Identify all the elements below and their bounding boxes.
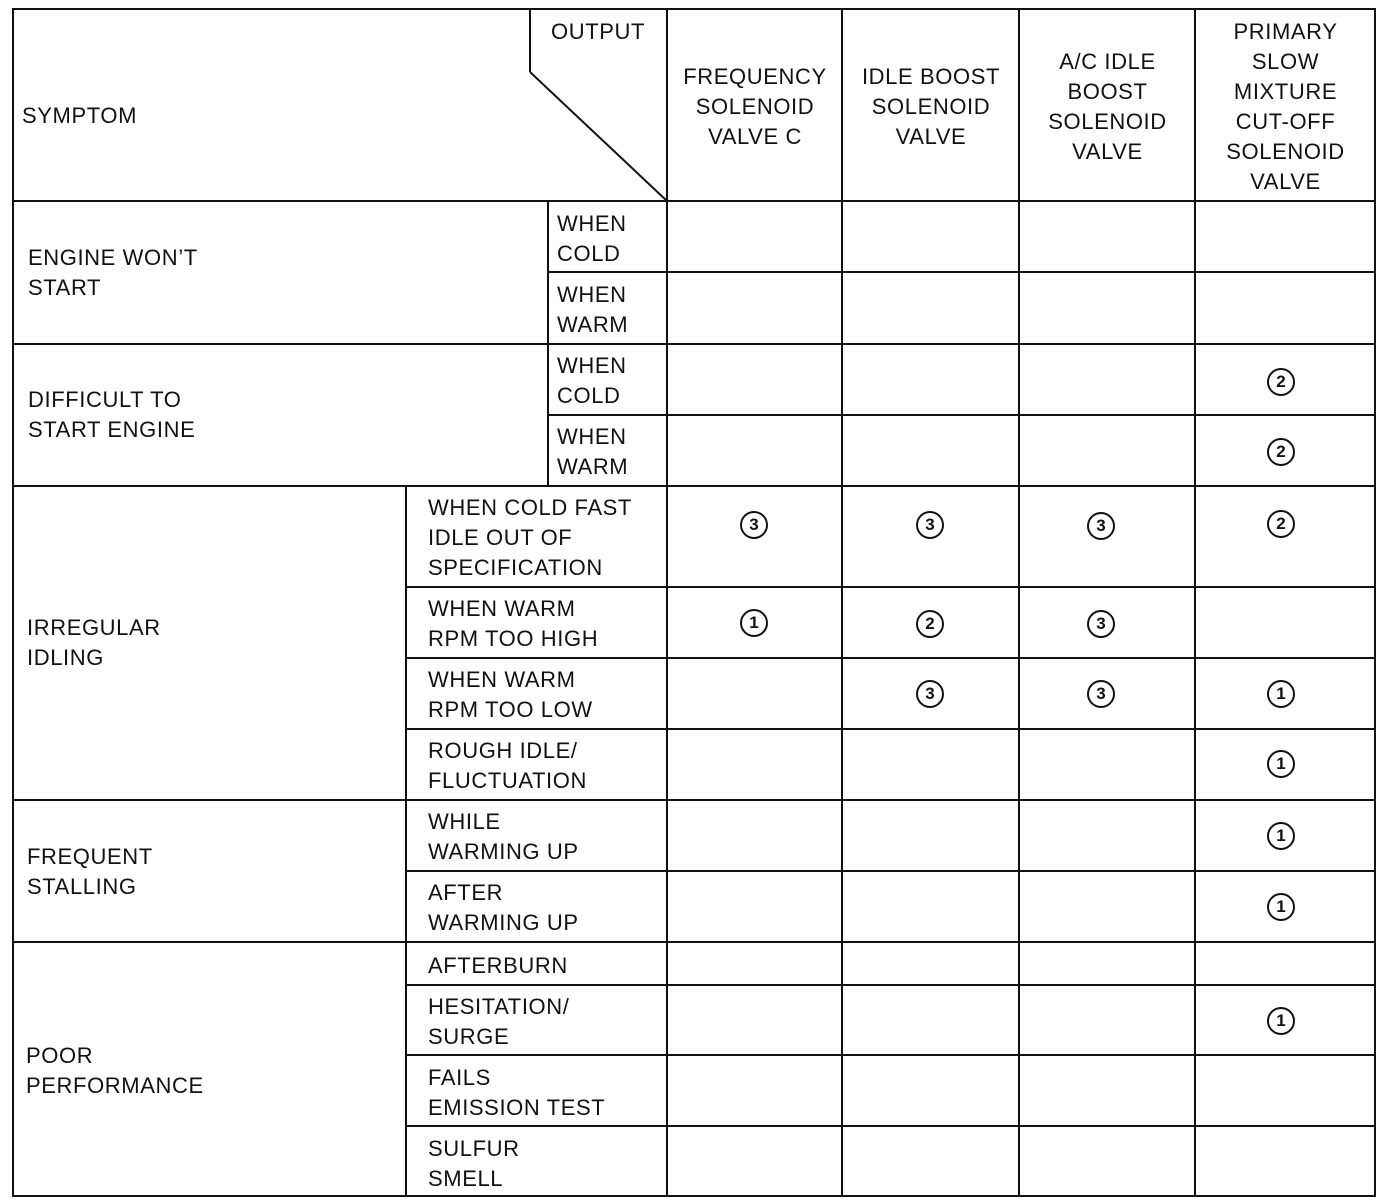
priority-mark: 1 [1267,822,1295,850]
condition-difficult-start-warm: WHEN WARM [557,424,629,479]
output-header: OUTPUT [551,19,646,44]
priority-mark: 1 [1267,750,1295,778]
condition-difficult-start-cold: WHEN COLD [557,353,627,408]
symptom-engine-wont-start: ENGINE WON’T START [28,245,198,300]
priority-mark: 3 [916,680,944,708]
priority-mark: 2 [1267,368,1295,396]
condition-cold-fast-idle: WHEN COLD FAST IDLE OUT OF SPECIFICATION [428,495,632,580]
symptom-irregular-idling: IRREGULAR IDLING [27,615,161,670]
priority-mark: 1 [1267,1007,1295,1035]
priority-mark: 1 [1267,680,1295,708]
symptom-frequent-stalling: FREQUENT STALLING [27,844,153,899]
symptom-poor-performance: POOR PERFORMANCE [26,1043,204,1098]
column-header-frequency-solenoid: FREQUENCY SOLENOID VALVE C [683,64,827,149]
condition-warm-rpm-low: WHEN WARM RPM TOO LOW [428,667,593,722]
priority-mark: 2 [1267,438,1295,466]
priority-mark: 3 [1087,512,1115,540]
condition-rough-idle: ROUGH IDLE/ FLUCTUATION [428,738,587,793]
priority-mark: 1 [740,609,768,637]
priority-mark: 3 [740,511,768,539]
priority-mark: 1 [1267,893,1295,921]
symptom-header: SYMPTOM [22,103,138,128]
priority-mark: 2 [916,610,944,638]
priority-mark: 2 [1267,510,1295,538]
condition-while-warming-up: WHILE WARMING UP [428,809,579,864]
condition-warm-rpm-high: WHEN WARM RPM TOO HIGH [428,596,599,651]
condition-engine-wont-start-warm: WHEN WARM [557,282,629,337]
priority-mark: 3 [1087,610,1115,638]
column-header-idle-boost-solenoid: IDLE BOOST SOLENOID VALVE [861,64,1001,149]
condition-afterburn: AFTERBURN [428,953,568,978]
condition-engine-wont-start-cold: WHEN COLD [557,211,627,266]
condition-sulfur-smell: SULFUR SMELL [428,1136,520,1191]
symptom-difficult-to-start: DIFFICULT TO START ENGINE [28,387,196,442]
condition-fails-emission-test: FAILS EMISSION TEST [428,1065,606,1120]
priority-mark: 3 [1087,680,1115,708]
priority-mark: 3 [916,511,944,539]
condition-hesitation-surge: HESITATION/ SURGE [428,994,570,1049]
column-header-ac-idle-boost-solenoid: A/C IDLE BOOST SOLENOID VALVE [1048,49,1167,164]
condition-after-warming-up: AFTER WARMING UP [428,880,579,935]
column-header-primary-slow-mixture-cutoff: PRIMARY SLOW MIXTURE CUT-OFF SOLENOID VALVE [1226,19,1345,194]
